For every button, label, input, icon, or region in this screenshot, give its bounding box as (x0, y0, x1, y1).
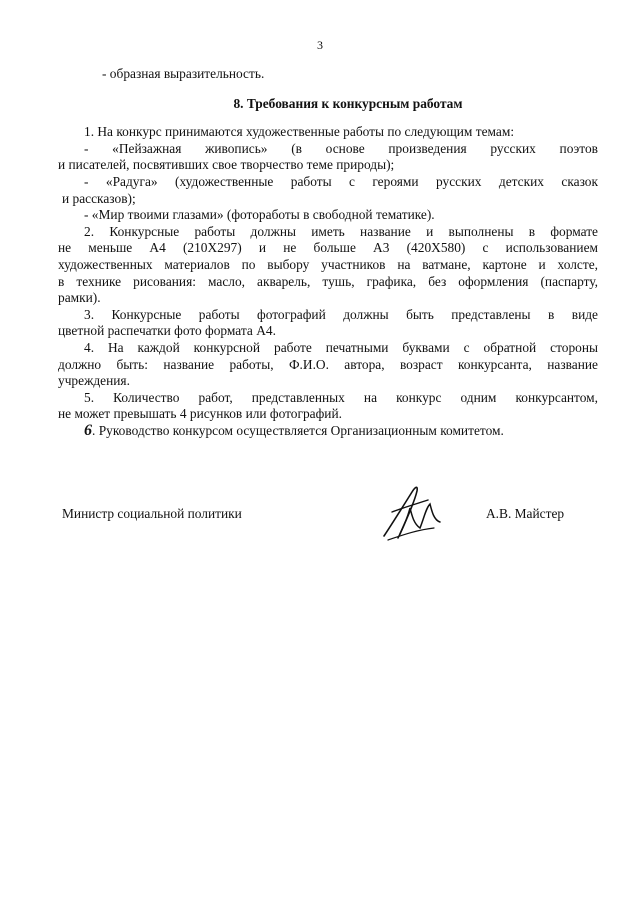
intro-line: - образная выразительность. (102, 66, 265, 81)
paragraph-2-line: рамки). (58, 290, 101, 306)
paragraph-5-line: не может превышать 4 рисунков или фотографий. (58, 406, 342, 422)
paragraph-4 (58, 340, 598, 390)
paragraph-2-line: художественных материалов по выбору участников на ватмане, картоне и холсте, (58, 256, 598, 272)
signature-block (58, 478, 598, 558)
paragraph-3-line: цветной распечатки фото формата А4. (58, 323, 276, 339)
paragraph-2-line: 2. Конкурсные работы должны иметь название и выполнены в формате (84, 223, 598, 239)
paragraph-4-line: 4. На каждой конкурсной работе печатными буквами с обратной стороны (84, 339, 598, 355)
paragraph-5 (58, 390, 598, 423)
paragraph-5-line: 5. Количество работ, представленных на конкурс одним конкурсантом, (84, 389, 598, 405)
signer-name: А.В. Майстер (486, 506, 565, 521)
paragraph-1-line: - «Пейзажная живопись» (в основе произведения русских поэтов (84, 140, 598, 156)
section-title: 8. Требования к конкурсным работам (233, 95, 463, 111)
paragraph-4-line: учреждения. (58, 373, 130, 389)
paragraph-6-text: . Руководство конкурсом осуществляется Организационным комитетом. (92, 422, 504, 438)
document-body (58, 66, 598, 439)
paragraph-2 (58, 224, 598, 307)
paragraph-1 (58, 124, 598, 224)
paragraph-1-line: 1. На конкурс принимаются художественные работы по следующим темам: (84, 124, 515, 140)
paragraph-1-line: и писателей, посвятивших свое творчество теме природы); (58, 157, 395, 173)
paragraph-1-line: и рассказов); (62, 190, 136, 206)
paragraph-3-line: 3. Конкурсные работы фотографий должны быть представлены в виде (84, 306, 598, 322)
page-number: 3 (317, 38, 323, 52)
paragraph-3 (58, 307, 598, 340)
paragraph-2-line: в технике рисования: масло, акварель, тушь, графика, без оформления (паспарту, (58, 273, 598, 289)
paragraph-2-line: не меньше А4 (210Х297) и не больше А3 (420Х580) с использованием (58, 240, 598, 256)
paragraph-4-line: должно быть: название работы, Ф.И.О. автора, возраст конкурсанта, название (58, 356, 598, 372)
position-title: Министр социальной политики (62, 506, 242, 521)
paragraph-6-number: 6 (84, 421, 92, 439)
paragraph-1-line: - «Мир твоими глазами» (фотоработы в свободной тематике). (84, 207, 435, 223)
paragraph-6 (58, 423, 598, 440)
paragraph-1-line: - «Радуга» (художественные работы с героями русских детских сказок (84, 173, 598, 189)
handwritten-signature-icon (376, 478, 446, 548)
